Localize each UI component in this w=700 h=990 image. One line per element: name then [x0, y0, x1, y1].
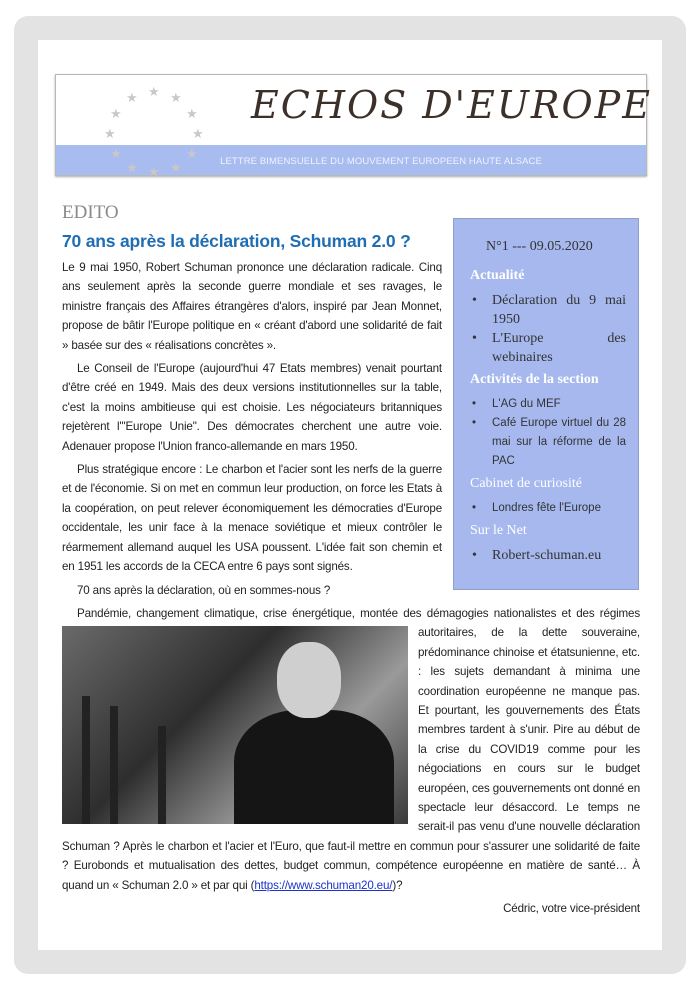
schuman20-link[interactable]: https://www.schuman20.eu/: [254, 878, 393, 892]
signature: Cédric, votre vice-président: [503, 902, 640, 915]
paragraph: 70 ans après la déclaration, où en sommes-nous ?: [77, 583, 331, 597]
eu-stars-logo: ★ ★ ★ ★ ★ ★ ★ ★ ★ ★ ★ ★: [104, 84, 204, 179]
sidebar-item: • L'Europe des webinaires: [470, 329, 626, 367]
robert-schuman-photo: [62, 626, 408, 824]
paragraph: Le Conseil de l'Europe (aujourd'hui 47 Etats membres) venait pourtant d'être créé en 1949. Mais des deux versions institutionnelles sur la table, c'est la moins ambitieuse qui est choisie. Les négociateurs britanniques rejetèrent l'"Europe Unie". Des démocrates cherchent une autre voie. Adenauer propose l'Union franco-allemande en mars 1950.: [62, 362, 442, 453]
article-headline: 70 ans après la déclaration, Schuman 2.0 ?: [62, 231, 411, 251]
sidebar-item: • L'AG du MEF: [470, 395, 626, 414]
sidebar-heading: Cabinet de curiosité: [470, 476, 582, 491]
paragraph: Plus stratégique encore : Le charbon et l'acier sont les nerfs de la guerre et de l'économie. Si on met en commun leur production, on force les Etats à la coopération, on peut relever économiquement les démocraties d'Europe occidentale, les unir face à la menace soviétique et mieux contrôler le réarmement allemand auquel les USA poussent. L'idée fait son chemin et en 1951 les accords de la CECA entre 6 pays sont signés.: [62, 463, 442, 574]
paragraph-text: Pandémie, changement climatique, crise énergétique, montée des démagogies nationalistes et des régimes autoritaires, de la dette souveraine, prédominance chinoise et étatsunienne, etc. : les sujets demandant à minima une coordination européenne ne manque pas. Et pourtant, les gouvernements des États membres tardent à s'unir. Pire au début de la crise du COVID19 comme pour les négociations en cours sur le budget européen, ces gouvernements ont donné en spectacle leur désaccord. Le temps ne serait-il pas venu d'une nouvelle déclaration Schuman ? Après le charbon et l'acier et l'Euro, que faut-il mettre en commun pour s'assurer une solidarité de faite ? Eurobonds et mutualisation des dettes, budget commun, compétence européenne en matière de santé… À quand un « Schuman 2.0 » et par qui (: [62, 606, 640, 892]
sidebar-heading: Activités de la section: [470, 372, 599, 387]
masthead-subtitle: LETTRE BIMENSUELLE DU MOUVEMENT EUROPEEN HAUTE ALSACE: [220, 156, 542, 167]
sidebar-item: • Londres fête l'Europe: [470, 499, 626, 518]
sidebar-item: • Déclaration du 9 mai 1950: [470, 291, 626, 329]
masthead: [55, 74, 652, 179]
section-label: EDITO: [62, 202, 119, 223]
newsletter-title: ECHOS D'EUROPE: [251, 83, 652, 127]
sidebar-item: • Café Europe virtuel du 28 mai sur la réforme de la PAC: [470, 414, 626, 471]
sidebar-heading: Actualité: [470, 268, 525, 283]
sidebar-item: • Robert-schuman.eu: [470, 546, 626, 565]
article-body: [62, 258, 640, 922]
issue-number-date: N°1 --- 09.05.2020: [486, 239, 593, 254]
paragraph: Le 9 mai 1950, Robert Schuman prononce une déclaration radicale. Cinq ans seulement après la seconde guerre mondiale et ses ravages, le ministre français des Affaires étrangères d'alors, inspiré par Jean Monnet, propose de bâtir l'Europe politique en « créant d'abord une solidarité de fait » basée sur des « réalisations concrètes ».: [62, 261, 442, 352]
paragraph-end: )?: [392, 878, 403, 892]
sidebar-heading: Sur le Net: [470, 523, 527, 538]
